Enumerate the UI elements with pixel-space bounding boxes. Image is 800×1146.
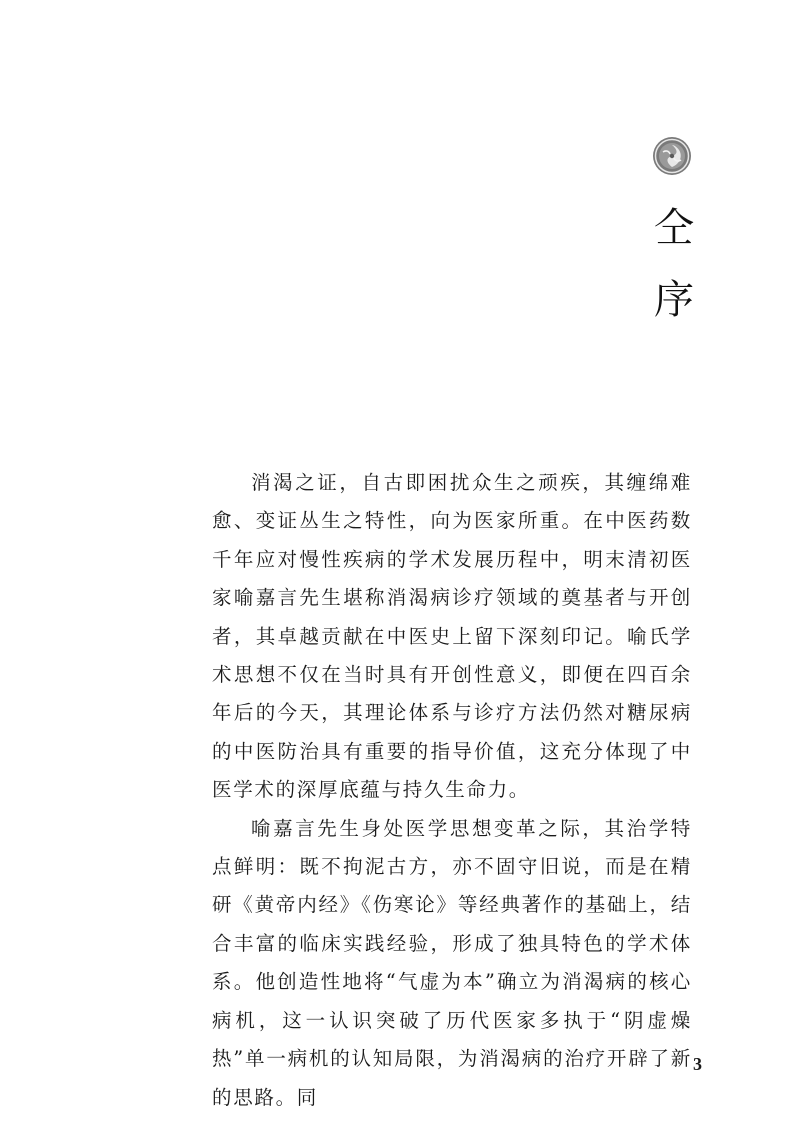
paragraph-1: 消渴之证，自古即困扰众生之顽疾，其缠绵难愈、变证丛生之特性，向为医家所重。在中医药数千年应对慢性疾病的学术发展历程中，明末清初医家喻嘉言先生堪称消渴病诊疗领域的奠基者与开创者，其卓越贡献在中医史上留下深刻印记。喻氏学术思想不仅在当时具有开创性意义，即便在四百余年后的今天，其理论体系与诊疗方法仍然对糖尿病的中医防治具有重要的指导价值，这充分体现了中医学术的深厚底蕴与持久生命力。: [212, 471, 692, 802]
preface-title: [648, 192, 700, 336]
paragraph-2: 喻嘉言先生身处医学思想变革之际，其治学特点鲜明：既不拘泥古方，亦不固守旧说，而是在精研《黄帝内经》《伤寒论》等经典著作的基础上，结合丰富的临床实践经验，形成了独具特色的学术体系。他创造性地将“气虚为本”确立为消渴病的核心病机，这一认识突破了历代医家多执于“阴虚燥热”单一病机的认知局限，为消渴病的治疗开辟了新的思路。同: [212, 816, 692, 1109]
preface-body: [212, 464, 692, 1117]
decorative-emblem-icon: [652, 136, 692, 176]
title-char-1: 仝: [654, 205, 694, 251]
page-number: 3: [693, 1054, 702, 1074]
title-char-2: 序: [654, 277, 694, 323]
